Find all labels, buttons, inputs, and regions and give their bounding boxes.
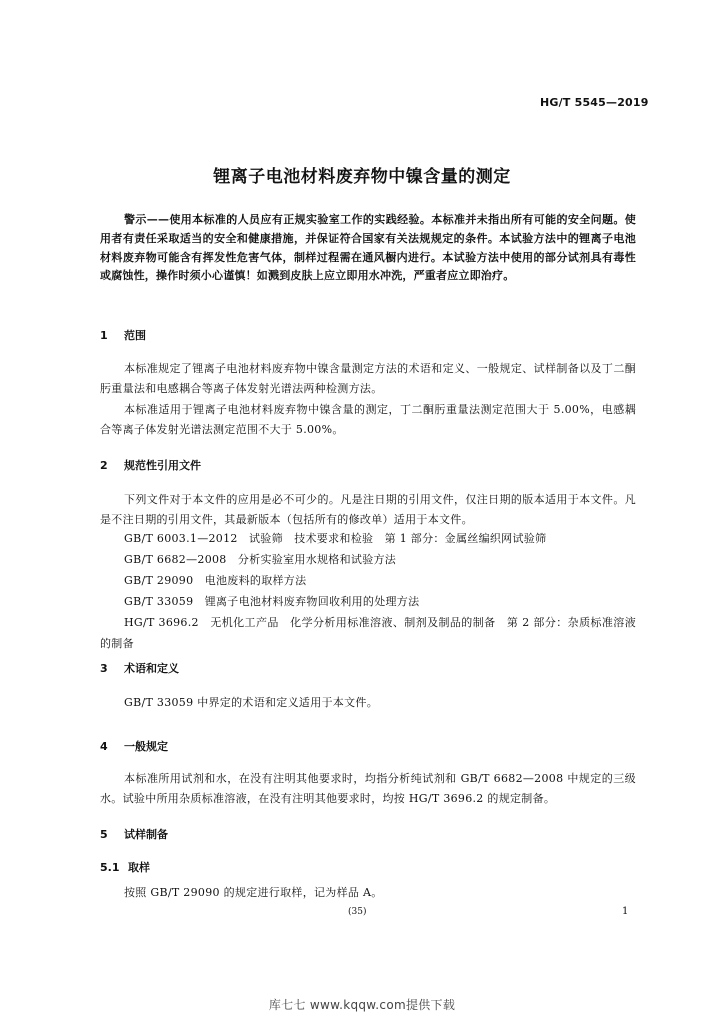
reference-item: GB/T 6682—2008 分析实验室用水规格和试验方法 bbox=[124, 553, 397, 566]
sampling-paragraph: 按照 GB/T 29090 的规定进行取样，记为样品 A。 bbox=[124, 886, 383, 899]
reference-item: GB/T 29090 电池废料的取样方法 bbox=[124, 574, 307, 587]
reference-item: GB/T 33059 锂离子电池材料废弃物回收利用的处理方法 bbox=[124, 595, 420, 608]
scope-paragraph-1: 本标准规定了锂离子电池材料废弃物中镍含量测定方法的术语和定义、一般规定、试样制备以及丁二酮肟重量法和电感耦合等离子体发射光谱法两种检测方法。 bbox=[100, 362, 636, 395]
normative-intro-paragraph: 下列文件对于本文件的应用是必不可少的。凡是注日期的引用文件，仅注日期的版本适用于本文件。凡是不注日期的引用文件，其最新版本（包括所有的修改单）适用于本文件。 bbox=[100, 493, 636, 526]
section-heading-general bbox=[100, 738, 168, 754]
section-title: 一般规定 bbox=[124, 740, 168, 753]
section-number: 4 bbox=[100, 740, 108, 753]
section-heading-sample-preparation bbox=[100, 826, 168, 842]
reference-item: GB/T 6003.1—2012 试验筛 技术要求和检验 第 1 部分：金属丝编织网试验筛 bbox=[124, 532, 547, 545]
section-number: 5 bbox=[100, 828, 108, 841]
section-title: 规范性引用文件 bbox=[124, 459, 201, 472]
document-title: 锂离子电池材料废弃物中镍含量的测定 bbox=[213, 167, 511, 187]
warning-paragraph: 警示——使用本标准的人员应有正规实验室工作的实践经验。本标准并未指出所有可能的安全问题。使用者有责任采取适当的安全和健康措施，并保证符合国家有关法规规定的条件。本试验方法中的锂离子电池材料废弃物可能含有挥发性危害气体，制样过程需在通风橱内进行。本试验方法中使用的部分试剂具有毒性或腐蚀性，操作时须小心谨慎！如溅到皮肤上应立即用水冲洗，严重者应立即治疗。 bbox=[100, 213, 636, 283]
section-heading-terms bbox=[100, 660, 179, 676]
section-number: 2 bbox=[100, 459, 108, 472]
subsection-heading-sampling bbox=[100, 859, 150, 875]
general-paragraph: 本标准所用试剂和水，在没有注明其他要求时，均指分析纯试剂和 GB/T 6682—2008 中规定的三级水。试验中所用杂质标准溶液，在没有注明其他要求时，均按 HG/T 3696.2 的规定制备。 bbox=[100, 772, 636, 805]
standard-code: HG/T 5545—2019 bbox=[540, 96, 649, 109]
section-number: 1 bbox=[100, 329, 108, 342]
section-heading-scope bbox=[100, 327, 146, 343]
section-title: 术语和定义 bbox=[124, 662, 179, 675]
terms-paragraph: GB/T 33059 中界定的术语和定义适用于本文件。 bbox=[124, 696, 378, 709]
section-number: 3 bbox=[100, 662, 108, 675]
page-number-center: (35) bbox=[348, 907, 367, 917]
section-number: 5.1 bbox=[100, 861, 120, 874]
reference-item: HG/T 3696.2 无机化工产品 化学分析用标准溶液、制剂及制品的制备 第 2 部分：杂质标准溶液的制备 bbox=[100, 616, 636, 650]
section-heading-normative-references bbox=[100, 457, 201, 473]
footer-watermark: 库七七 www.kqqw.com提供下载 bbox=[268, 998, 456, 1012]
section-title: 试样制备 bbox=[124, 828, 168, 841]
section-title: 范围 bbox=[124, 329, 146, 342]
reference-list bbox=[100, 528, 636, 654]
scope-paragraph-2: 本标准适用于锂离子电池材料废弃物中镍含量的测定，丁二酮肟重量法测定范围大于 5.00%，电感耦合等离子体发射光谱法测定范围不大于 5.00%。 bbox=[100, 403, 636, 436]
section-title: 取样 bbox=[128, 861, 150, 874]
page-number-right: 1 bbox=[622, 906, 629, 917]
